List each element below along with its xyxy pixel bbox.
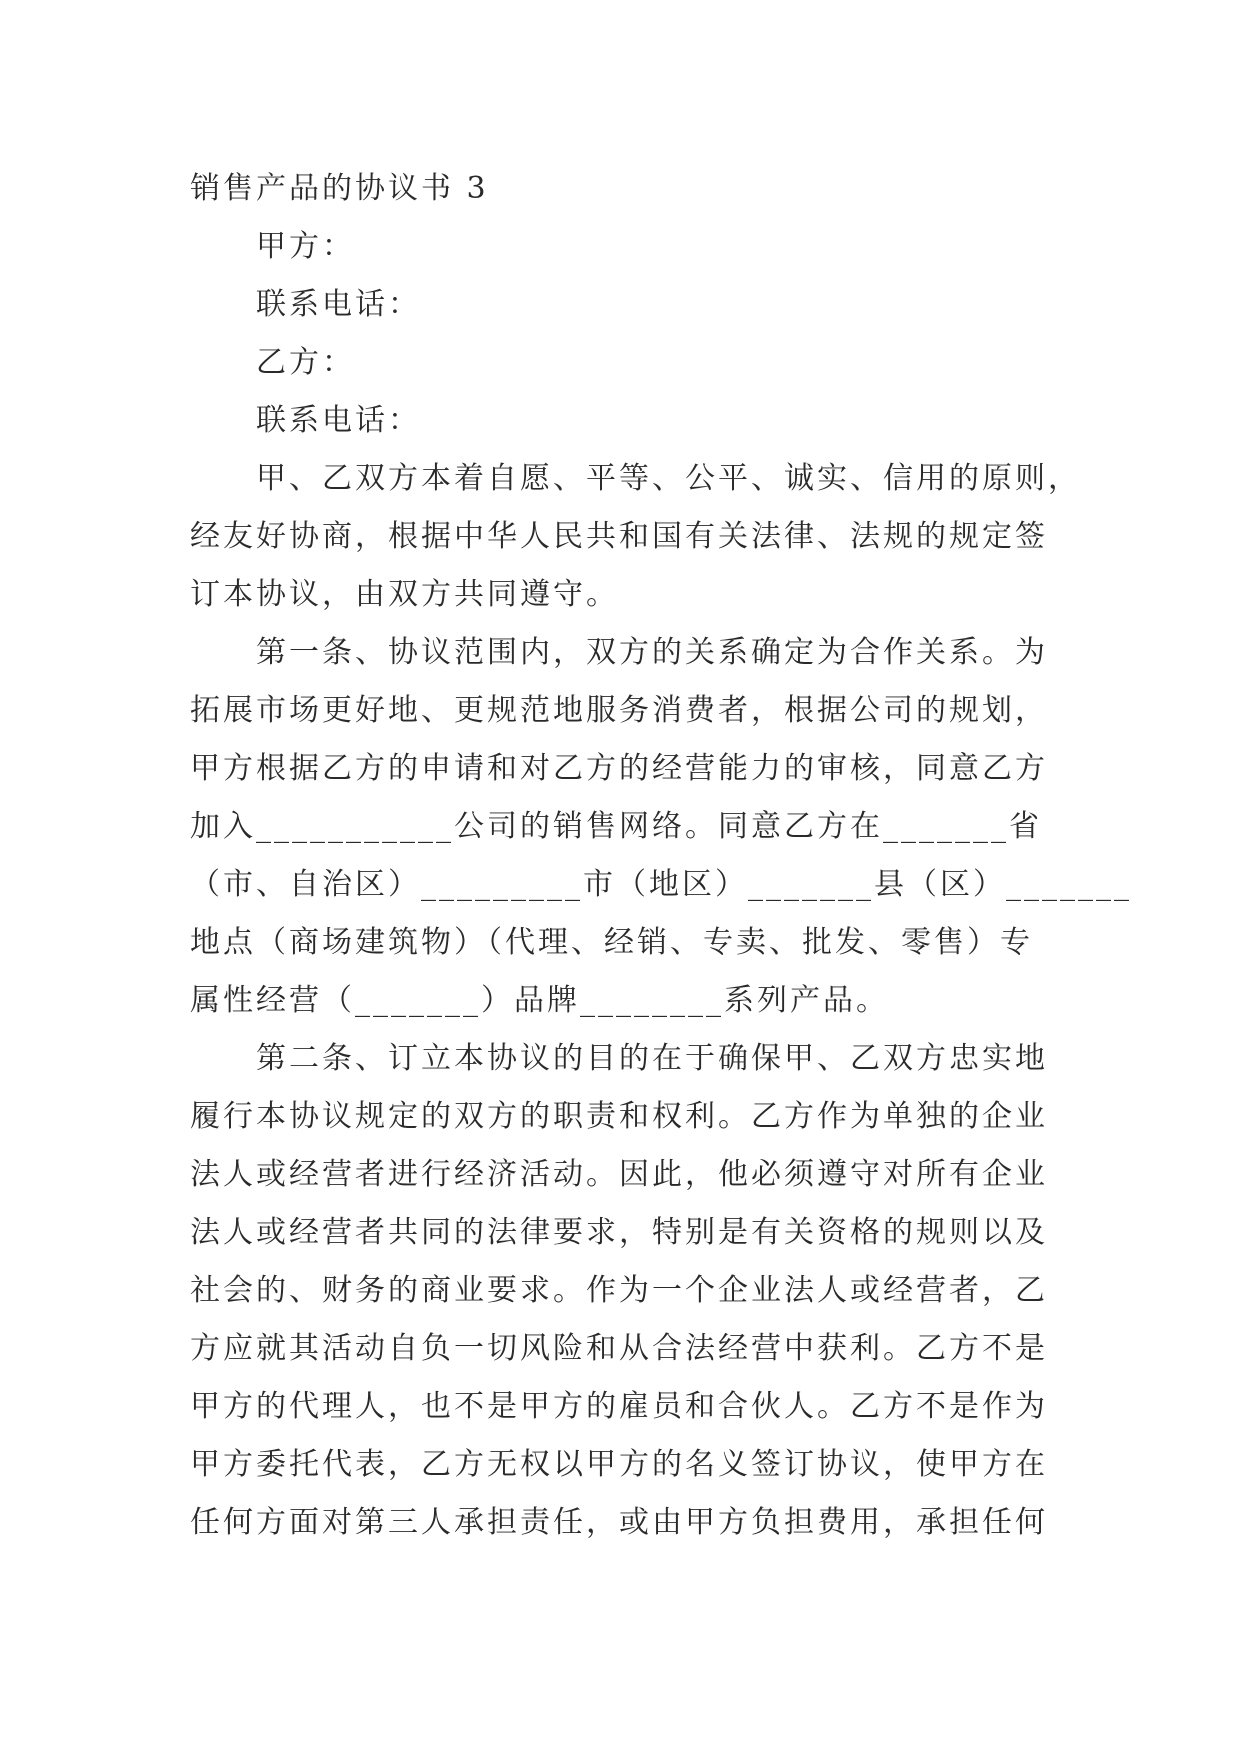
paragraph-preamble [190, 450, 1081, 624]
document-title: 销售产品的协议书 3 [190, 171, 489, 206]
paragraph-line: 地点（商场建筑物）（代理、经销、专卖、批发、零售）专 [190, 925, 1033, 960]
paragraph-line: 甲方根据乙方的申请和对乙方的经营能力的审核，同意乙方 [190, 751, 1048, 786]
paragraph-article-1 [190, 624, 1132, 1030]
party-b-phone-field: 联系电话： [256, 403, 421, 438]
paragraph-line: 第二条、订立本协议的目的在于确保甲、乙双方忠实地 [256, 1041, 1048, 1076]
document-page [190, 160, 1132, 1552]
party-a-field: 甲方： [256, 229, 355, 264]
paragraph-line: 法人或经营者进行经济活动。因此，他必须遵守对所有企业 [190, 1157, 1048, 1192]
paragraph-line: 任何方面对第三人承担责任，或由甲方负担费用，承担任何 [190, 1505, 1048, 1540]
paragraph-line: 方应就其活动自负一切风险和从合法经营中获利。乙方不是 [190, 1331, 1048, 1366]
paragraph-line: 法人或经营者共同的法律要求，特别是有关资格的规则以及 [190, 1215, 1048, 1250]
paragraph-line: 加入___________公司的销售网络。同意乙方在_______省 [190, 809, 1042, 844]
paragraph-line: 拓展市场更好地、更规范地服务消费者，根据公司的规划， [190, 693, 1048, 728]
paragraph-line: 属性经营（_______）品牌________系列产品。 [190, 983, 889, 1018]
paragraph-line: 甲、乙双方本着自愿、平等、公平、诚实、信用的原则， [256, 461, 1081, 496]
party-b-field: 乙方： [256, 345, 355, 380]
paragraph-article-2 [190, 1030, 1060, 1552]
paragraph-line: 订本协议，由双方共同遵守。 [190, 577, 619, 612]
paragraph-line: 甲方的代理人，也不是甲方的雇员和合伙人。乙方不是作为 [190, 1389, 1048, 1424]
paragraph-line: 经友好协商，根据中华人民共和国有关法律、法规的规定签 [190, 519, 1048, 554]
party-a-phone-field: 联系电话： [256, 287, 421, 322]
paragraph-line: （市、自治区）_________市（地区）_______县（区）_______ [190, 867, 1132, 902]
paragraph-line: 社会的、财务的商业要求。作为一个企业法人或经营者，乙 [190, 1273, 1048, 1308]
paragraph-line: 甲方委托代表，乙方无权以甲方的名义签订协议，使甲方在 [190, 1447, 1048, 1482]
paragraph-line: 履行本协议规定的双方的职责和权利。乙方作为单独的企业 [190, 1099, 1048, 1134]
paragraph-line: 第一条、协议范围内，双方的关系确定为合作关系。为 [256, 635, 1048, 670]
